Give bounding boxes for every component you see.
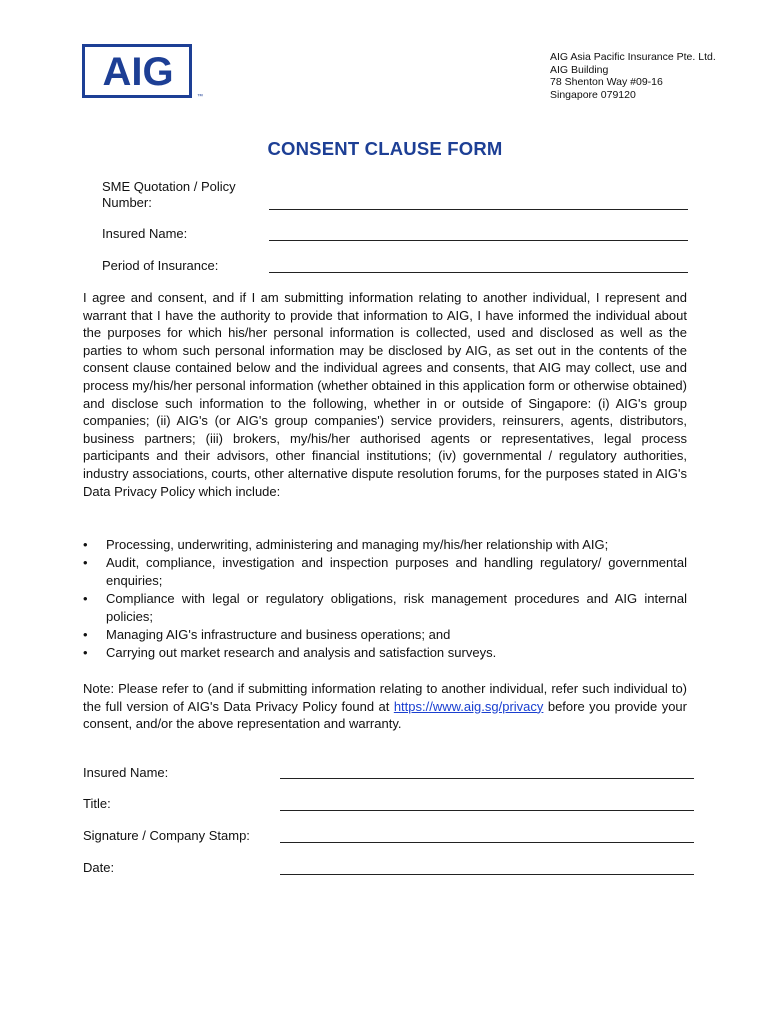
consent-paragraph: I agree and consent, and if I am submitting information relating to another individual, I represent and warrant that I have the authority to provide that information to AIG, I have informed the individual about the purposes for which his/her personal information is collected, used and disclosed as well as the parties to whom such personal information may be disclosed by AIG, as set out in the contents of the consent clause contained below and the individual agrees and consents, that AIG may collect, use and process my/his/her personal information (whether obtained in this application form or otherwise obtained) and disclose such information to the following, whether in or outside of Singapore: (i) AIG's group companies; (ii) AIG's (or AIG's group companies') service providers, reinsurers, agents, distributors, business partners; (iii) brokers, my/his/her authorised agents or representatives, legal process participants and their advisors, other financial institutions; (iv) governmental / regulatory authorities, industry associations, courts, other alternative dispute resolution forums, for the purposes stated in AIG's Data Privacy Policy which include: xyxy=(83,290,687,499)
sig-signature-stamp-label: Signature / Company Stamp: xyxy=(83,828,250,843)
purpose-text: Carrying out market research and analysis and satisfaction surveys. xyxy=(106,645,497,660)
purpose-text: Managing AIG's infrastructure and business operations; and xyxy=(106,627,451,642)
company-address xyxy=(550,51,716,101)
purpose-text: Audit, compliance, investigation and inspection purposes and handling regulatory/ governmental enquiries; xyxy=(106,555,687,588)
sig-insured-name-field[interactable] xyxy=(280,778,694,779)
privacy-policy-link[interactable]: https://www.aig.sg/privacy xyxy=(393,698,544,714)
sig-date-field[interactable] xyxy=(280,874,694,875)
policy-number-label xyxy=(102,179,236,211)
insured-name-label: Insured Name: xyxy=(102,226,188,241)
list-item xyxy=(83,554,687,590)
aig-logo xyxy=(82,44,192,98)
policy-number-field[interactable] xyxy=(269,209,688,210)
list-item xyxy=(83,536,687,554)
form-title: CONSENT CLAUSE FORM xyxy=(267,138,503,159)
purposes-list xyxy=(83,536,687,662)
sig-title-field[interactable] xyxy=(280,810,694,811)
bullet-icon: • xyxy=(83,645,88,660)
list-item xyxy=(83,590,687,626)
policy-number-label-line2: Number: xyxy=(102,195,152,210)
address-line: AIG Building xyxy=(550,63,609,76)
policy-number-label-line1: SME Quotation / Policy xyxy=(102,179,236,194)
purpose-text: Processing, underwriting, administering and managing my/his/her relationship with AIG; xyxy=(106,537,609,552)
aig-logo-text: AIG xyxy=(102,50,174,92)
bullet-icon: • xyxy=(83,627,88,642)
purpose-text: Compliance with legal or regulatory obligations, risk management procedures and AIG internal policies; xyxy=(106,591,687,624)
address-line: AIG Asia Pacific Insurance Pte. Ltd. xyxy=(550,51,716,63)
sig-title-label: Title: xyxy=(83,796,111,811)
list-item xyxy=(83,644,687,662)
address-line: Singapore 079120 xyxy=(550,88,636,101)
list-item xyxy=(83,626,687,644)
bullet-icon: • xyxy=(83,555,88,570)
bullet-icon: • xyxy=(83,537,88,552)
bullet-icon: • xyxy=(83,591,88,606)
period-of-insurance-field[interactable] xyxy=(269,272,688,273)
logo-trademark: ™ xyxy=(197,94,203,100)
sig-insured-name-label: Insured Name: xyxy=(83,765,169,780)
privacy-note xyxy=(83,680,687,733)
note-text-after: before you provide your consent, and/or the above representation and warranty. xyxy=(83,698,687,732)
insured-name-field[interactable] xyxy=(269,240,688,241)
note-text-before: Note: Please refer to (and if submitting information relating to another individual, refer such individual to) the full version of AIG's Data Privacy Policy found at xyxy=(83,681,687,714)
aig-logo-mark xyxy=(91,50,185,92)
address-line: 78 Shenton Way #09-16 xyxy=(550,76,663,88)
period-of-insurance-label: Period of Insurance: xyxy=(102,258,219,273)
sig-date-label: Date: xyxy=(83,860,115,875)
sig-signature-stamp-field[interactable] xyxy=(280,842,694,843)
